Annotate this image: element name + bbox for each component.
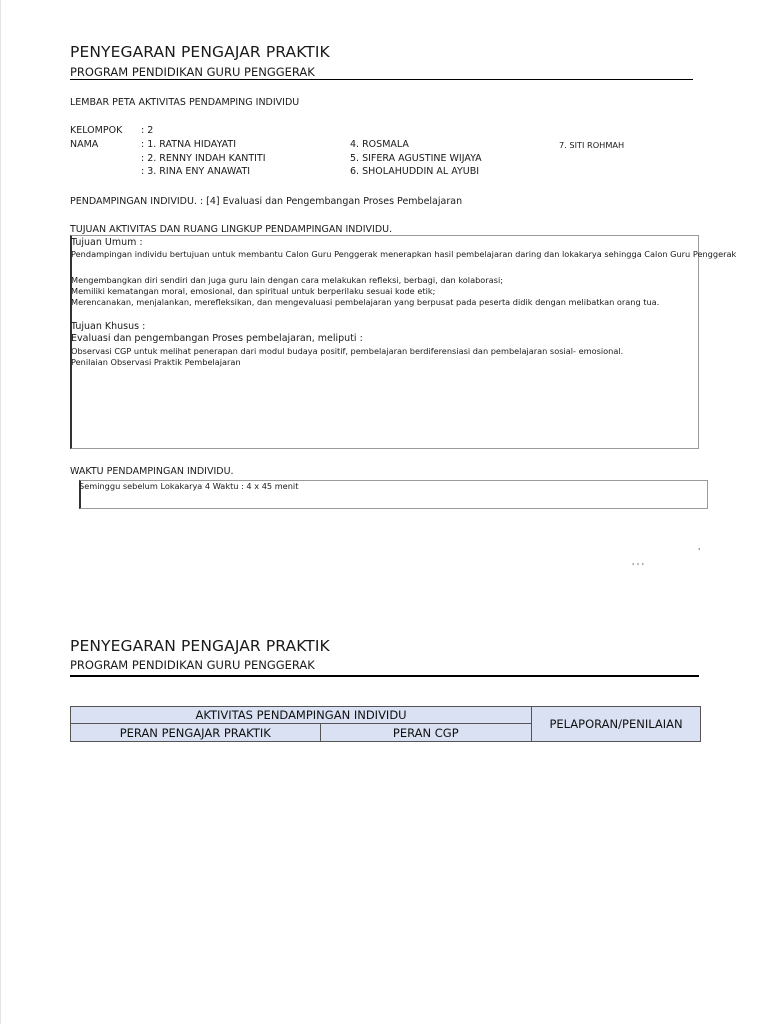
stray-mark: '	[698, 546, 701, 556]
tujuan-khusus-point: Observasi CGP untuk melihat penerapan dari modul budaya positif, pembelajaran berdiferensiasi dan pembelajaran sosial- emosional.	[71, 346, 624, 356]
member-name: : 3. RINA ENY ANAWATI	[141, 166, 251, 177]
kelompok-label: KELOMPOK	[70, 125, 123, 136]
table-header-cgp: PERAN CGP	[320, 724, 532, 742]
kelompok-value: : 2	[141, 125, 154, 136]
stray-mark: ' ' '	[632, 561, 644, 571]
table-header-pengajar: PERAN PENGAJAR PRAKTIK	[71, 724, 321, 742]
activity-table	[70, 706, 701, 742]
tujuan-umum-point: Merencanakan, menjalankan, merefleksikan, dan mengevaluasi pembelajaran yang berpusat pada peserta didik dengan melibatkan orang tua.	[71, 297, 660, 307]
tujuan-umum-point: Memiliki kematangan moral, emosional, dan spiritual untuk berperilaku sesuai kode etik;	[71, 286, 436, 296]
member-name: 6. SHOLAHUDDIN AL AYUBI	[350, 166, 480, 177]
page-edge	[0, 0, 1, 1024]
tujuan-content	[71, 236, 768, 448]
nama-label: NAMA	[70, 139, 99, 150]
page2-title: PENYEGARAN PENGAJAR PRAKTIK	[70, 637, 330, 655]
tujuan-umum-label: Tujuan Umum :	[71, 237, 143, 248]
waktu-heading: WAKTU PENDAMPINGAN INDIVIDU.	[70, 466, 234, 477]
tujuan-heading: TUJUAN AKTIVITAS DAN RUANG LINGKUP PENDAMPINGAN INDIVIDU.	[70, 224, 393, 235]
page2-subtitle: PROGRAM PENDIDIKAN GURU PENGGERAK	[70, 658, 315, 672]
member-name: 5. SIFERA AGUSTINE WIJAYA	[350, 153, 482, 164]
pendampingan-line: PENDAMPINGAN INDIVIDU. : [4] Evaluasi dan Pengembangan Proses Pembelajaran	[70, 196, 463, 207]
header-rule	[70, 79, 693, 80]
sheet-title: LEMBAR PETA AKTIVITAS PENDAMPING INDIVIDU	[70, 97, 300, 108]
tujuan-umum-point: Mengembangkan diri sendiri dan juga guru lain dengan cara melakukan refleksi, berbagi, dan kolaborasi;	[71, 275, 503, 285]
page2-header-rule	[70, 675, 699, 677]
waktu-text: Seminggu sebelum Lokakarya 4 Waktu : 4 x 45 menit	[79, 481, 299, 491]
member-name: : 1. RATNA HIDAYATI	[141, 139, 236, 150]
tujuan-khusus-label: Tujuan Khusus :	[71, 321, 146, 332]
tujuan-umum-text: Pendampingan individu bertujuan untuk membantu Calon Guru Penggerak menerapkan hasil pembelajaran daring dan lokakarya sehingga Calon Guru Penggerak	[71, 249, 737, 259]
page-subtitle: PROGRAM PENDIDIKAN GURU PENGGERAK	[70, 65, 315, 79]
member-name: 4. ROSMALA	[350, 139, 409, 150]
tujuan-khusus-intro: Evaluasi dan pengembangan Proses pembelajaran, meliputi :	[71, 333, 363, 344]
member-name: 7. SITI ROHMAH	[559, 140, 625, 150]
table-group-header: AKTIVITAS PENDAMPINGAN INDIVIDU	[71, 707, 532, 724]
page-title: PENYEGARAN PENGAJAR PRAKTIK	[70, 43, 330, 61]
tujuan-khusus-point: Penilaian Observasi Praktik Pembelajaran	[71, 357, 241, 367]
member-name: : 2. RENNY INDAH KANTITI	[141, 153, 266, 164]
table-header-pelaporan: PELAPORAN/PENILAIAN	[532, 707, 701, 742]
